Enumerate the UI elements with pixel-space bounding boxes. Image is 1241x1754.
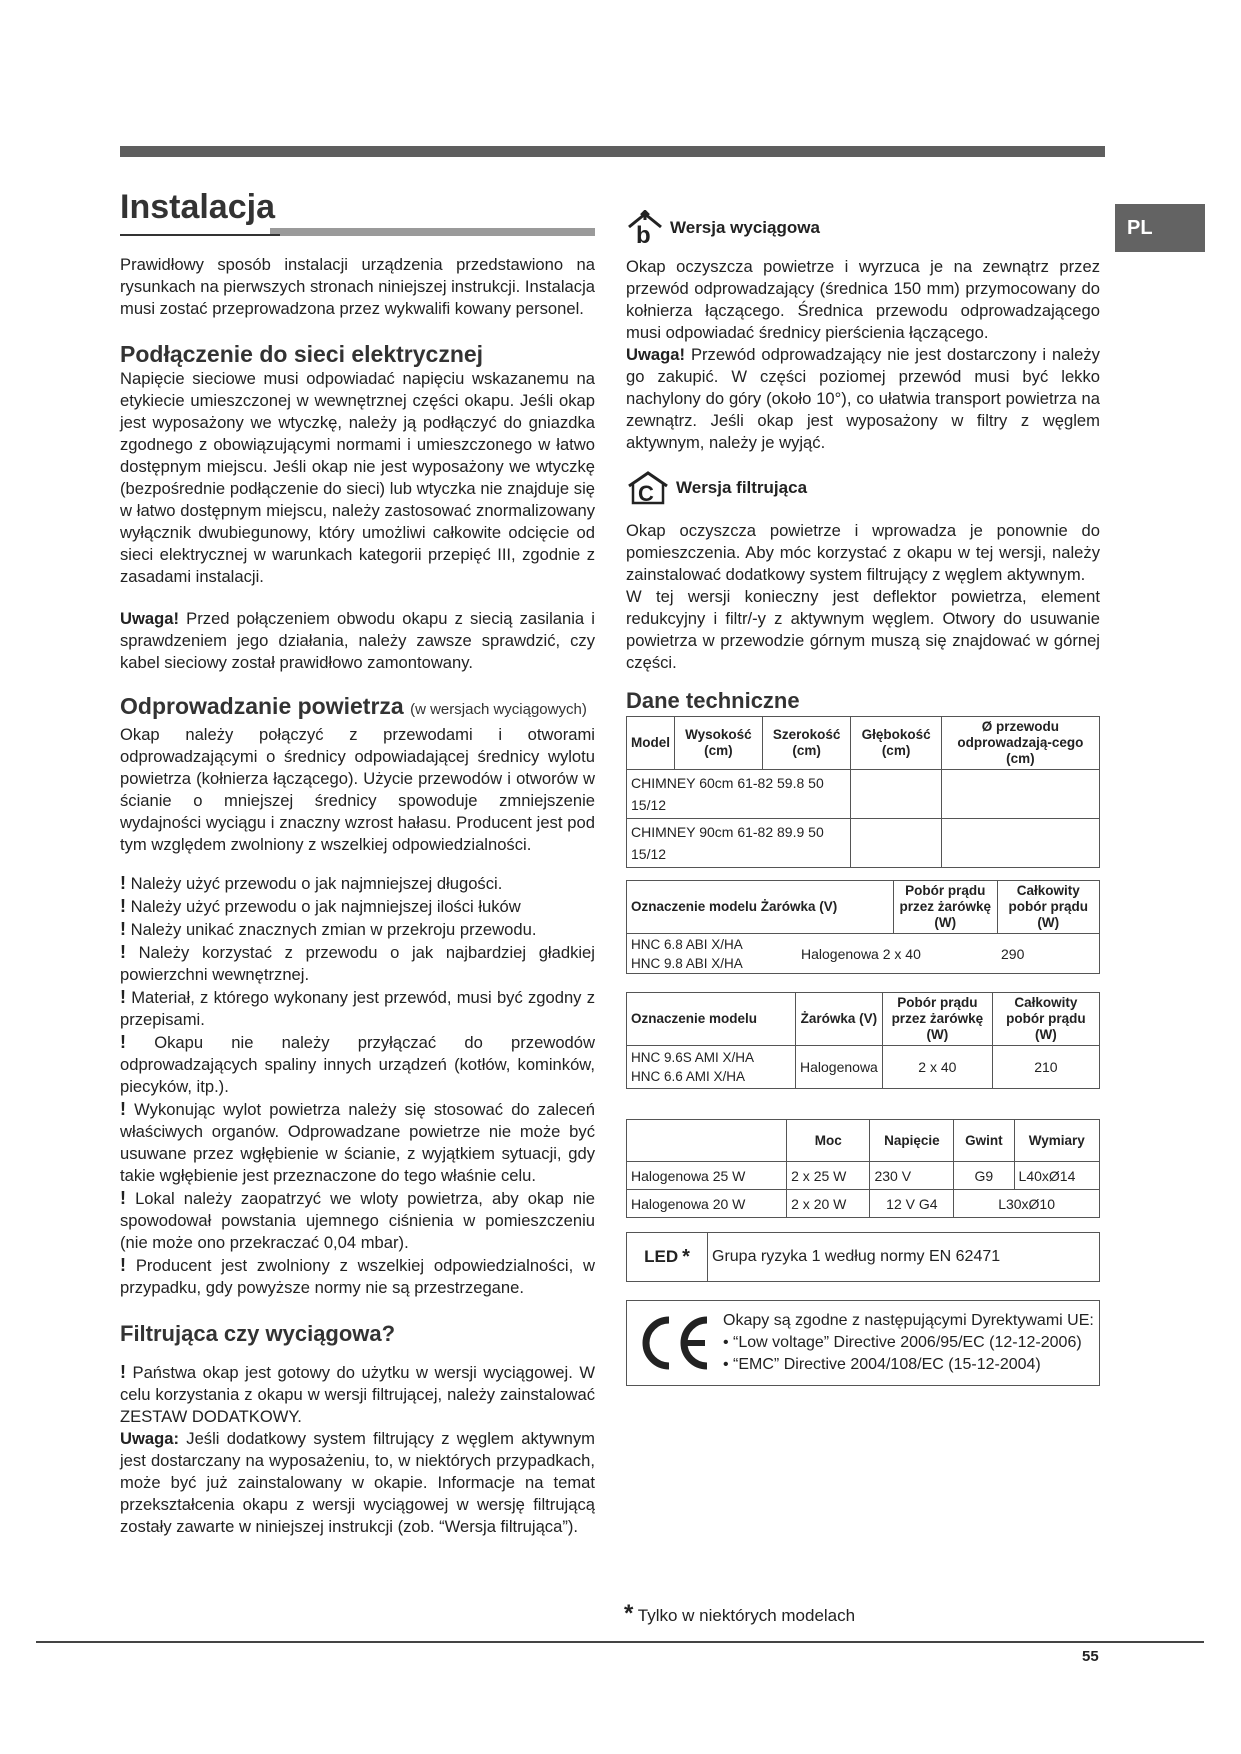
warning-label: Uwaga! (120, 609, 180, 628)
exclamation-icon: ! (120, 1188, 126, 1208)
note-item: ! Producent jest zwolniony z wszelkiej odpowiedzialności, w przypadku, gdy powyższe normy nie są przestrzegane. (120, 1255, 595, 1297)
extraction-heading: b Wersja wyciągowa (626, 208, 1100, 248)
table-row: Halogenowa 25 W 2 x 25 W 230 V G9 L40xØ14 (627, 1162, 1100, 1190)
filter-text: ! Państwa okap jest gotowy do użytku w wersji wyciągowej. W celu korzystania z okapu w wersji filtrującej, należy zainstalować ZESTAW DODATKOWY. (120, 1362, 595, 1426)
warning-text: Przed połączeniem obwodu okapu z siecią zasilania i sprawdzeniem jego działania, należy zawsze sprawdzić, czy kabel sieciowy został prawidłowo zamontowany. (120, 609, 595, 672)
extraction-warning: Uwaga! Przewód odprowadzający nie jest dostarczony i należy go zakupić. W części poziomej przewód musi być lekko nachylony do góry (około 10°), co ułatwia transport powietrza na zewnątrz. Jeśli okap jest wyposażony w filtry z węglem aktywnym, należy je wyjąć. (626, 345, 1100, 452)
note-item: ! Lokal należy zaopatrzyć we wloty powietrza, aby okap nie spowodował powstania ujemnego ciśnienia w pomieszczeniu (nie może ono przekraczać 0,04 mbar). (120, 1188, 595, 1252)
air-heading-note: (w wersjach wyciągowych) (410, 701, 587, 718)
table-row: Halogenowa 20 W 2 x 20 W 12 V G4 L30xØ10 (627, 1190, 1100, 1218)
lamp-spec-table: Moc Napięcie Gwint Wymiary Halogenowa 25 W 2 x 25 W 230 V G9 L40xØ14 Halogenowa 20 W 2 x 20 W 12 V G4 L30xØ10 (626, 1119, 1100, 1218)
exclamation-icon: ! (120, 1362, 126, 1382)
electric-text: Napięcie sieciowe musi odpowiadać napięciu wskazanemu na etykiecie umieszczonej w wewnętrznej części okapu. Jeśli okap jest wyposażony we wtyczkę, należy ją podłączyć do gniazdka zgodnego z obowiązującymi normami i umieszczonego w łatwo dostępnym miejscu. Jeśli okap nie jest wyposażony we wtyczkę (bezpośrednie podłączenie do sieci) lub wtyczka nie znajduje się w łatwo dostępnym miejscu, należy zastosować znormalizowany wyłącznik dwubiegunowy, który umożliwi całkowite odcięcie od sieci elektrycznej w warunkach kategorii przepięć III, zgodnie z zasadami instalacji. (120, 369, 595, 586)
table-row: HNC 6.8 ABI X/HA HNC 9.8 ABI X/HA Halogenowa 2 x 40 290 (627, 934, 1100, 974)
exclamation-icon: ! (120, 1032, 126, 1052)
filtering-mode-icon (626, 469, 670, 507)
bulb-table-1: Oznaczenie modelu Żarówka (V) Pobór prądu przez żarówkę (W) Całkowity pobór prądu (W) HNC 6.8 ABI X/HA HNC 9.8 ABI X/HA Halogenowa 2 x 40 290 (626, 880, 1100, 974)
intro-text: Prawidłowy sposób instalacji urządzenia przedstawiono na rysunkach na pierwszych stronach niniejszej instrukcji. Instalacja musi zostać przeprowadzona przez wykwalifi kowany personel. (120, 255, 595, 318)
filtering-heading: C Wersja filtrująca (626, 468, 1100, 508)
exclamation-icon: ! (120, 896, 126, 916)
tech-heading: Dane techniczne (626, 688, 800, 713)
note-item: ! Materiał, z którego wykonany jest przewód, musi być zgodny z przepisami. (120, 987, 595, 1029)
led-label: LED * (627, 1233, 708, 1281)
svg-text:b: b (636, 222, 651, 246)
note-item: ! Wykonując wylot powietrza należy się stosować do zaleceń właściwych organów. Odprowadzane powietrze nie może być usuwane przez wgłębienie w ścianie, z wyjątkiem sytuacji, gdy takie wgłębienie jest przeznaczone do tego właśnie celu. (120, 1099, 595, 1185)
table-row: CHIMNEY 60cm 61-82 59.8 50 15/12 (627, 770, 1100, 819)
ce-box (626, 1300, 1100, 1386)
note-item: ! Należy użyć przewodu o jak najmniejszej długości. (120, 873, 503, 893)
filter-heading: Filtrująca czy wyciągowa? (120, 1321, 396, 1346)
svg-text:C: C (638, 481, 654, 506)
exclamation-icon: ! (120, 873, 126, 893)
language-tab: PL (1115, 204, 1205, 252)
filter-warning: Uwaga: Jeśli dodatkowy system filtrujący z węglem aktywnym jest dostarczany na wyposażeniu, to, w niektórych przypadkach, może być już zainstalowany w okapie. Informacje na temat przekształcenia okapu z wersji wyciągowej w wersję filtrującą zostały zawarte w niniejszej instrukcji (zob. “Wersja filtrująca”). (120, 1429, 595, 1536)
ce-text: Okapy są zgodne z następującymi Dyrektywami UE: • “Low voltage” Directive 2006/95/EC (12-12-2006) • “EMC” Directive 2004/108/EC (15-12-2004) (723, 1312, 1094, 1373)
table-row: HNC 9.6S AMI X/HA HNC 6.6 AMI X/HA Halogenowa 2 x 40 210 (627, 1046, 1100, 1089)
title-underline (120, 234, 280, 236)
air-heading-text: Odprowadzanie powietrza (120, 693, 404, 719)
exclamation-icon: ! (120, 942, 126, 962)
air-heading (120, 692, 595, 724)
notes-list (120, 872, 595, 1299)
dimensions-table: Model Wysokość (cm) Szerokość (cm) Głębokość (cm) Ø przewodu odprowadzają-cego (cm) CHIMNEY 60cm 61-82 59.8 50 15/12 CHIMNEY 90cm 61-82 89.9 50 15/12 (626, 716, 1100, 868)
warning-paragraph (120, 608, 595, 674)
ce-mark-icon (627, 1314, 723, 1372)
note-item: ! Należy korzystać z przewodu o jak najbardziej gładkiej powierzchni wewnętrznej. (120, 942, 595, 984)
bulb-table-2: Oznaczenie modelu Żarówka (V) Pobór prądu przez żarówkę (W) Całkowity pobór prądu (W) HNC 9.6S AMI X/HA HNC 6.6 AMI X/HA Halogenowa 2 x 40 210 (626, 992, 1100, 1089)
led-box (626, 1232, 1100, 1282)
top-rule (120, 146, 1105, 157)
right-column (626, 208, 1100, 1386)
extraction-mode-icon (626, 210, 664, 246)
air-text: Okap należy połączyć z przewodami i otworami odprowadzającymi o średnicy odpowiadającej średnicy wylotu powietrza (kołnierza łączącego). Użycie przewodów i otworów w ścianie o mniejszej średnicy spowoduje zmniejszenie wydajności wyciągu i znaczny wzrost hałasu. Producent jest pod tym względem zwolniony z wszelkiej odpowiedzialności. (120, 725, 595, 854)
left-column (120, 188, 595, 1538)
filtering-text-2: W tej wersji konieczny jest deflektor powietrza, element redukcyjny i filtr/-y z aktywnym węglem. Otwory do usuwanie powietrza w przewodzie górnym muszą się znajdować w górnej części. (626, 587, 1100, 672)
filtering-text: Okap oczyszcza powietrze i wprowadza je ponownie do pomieszczenia. Aby móc korzystać z okapu w tej wersji, należy zainstalować dodatkowy system filtrujący z węglem aktywnym. (626, 521, 1100, 584)
electric-heading: Podłączenie do sieci elektrycznej (120, 341, 484, 367)
led-text: Grupa ryzyka 1 według normy EN 62471 (712, 1248, 1001, 1265)
page-title: Instalacja (120, 188, 275, 226)
note-item: ! Należy użyć przewodu o jak najmniejszej ilości łuków (120, 896, 521, 916)
exclamation-icon: ! (120, 987, 126, 1007)
extraction-text: Okap oczyszcza powietrze i wyrzuca je na zewnątrz przez przewód odprowadzający (średnica 150 mm) przymocowany do kołnierza łączącego. Średnica przewodu odprowadzającego musi odpowiadać średnicy pierścienia łączącego. (626, 257, 1100, 342)
note-item: ! Należy unikać znacznych zmian w przekroju przewodu. (120, 919, 537, 939)
exclamation-icon: ! (120, 919, 126, 939)
footnote: * Tylko w niektórych modelach (624, 1600, 856, 1627)
exclamation-icon: ! (120, 1255, 126, 1275)
bottom-rule (36, 1641, 1204, 1643)
title-block (120, 188, 595, 244)
filter-warning-label: Uwaga: (120, 1429, 180, 1448)
exclamation-icon: ! (120, 1099, 126, 1119)
page-number: 55 (1082, 1648, 1099, 1665)
table-row: CHIMNEY 90cm 61-82 89.9 50 15/12 (627, 819, 1100, 868)
note-item: ! Okapu nie należy przyłączać do przewodów odprowadzających spaliny innych urządzeń (kotłów, kominków, piecyków, itp.). (120, 1032, 595, 1096)
title-bar (270, 228, 595, 236)
